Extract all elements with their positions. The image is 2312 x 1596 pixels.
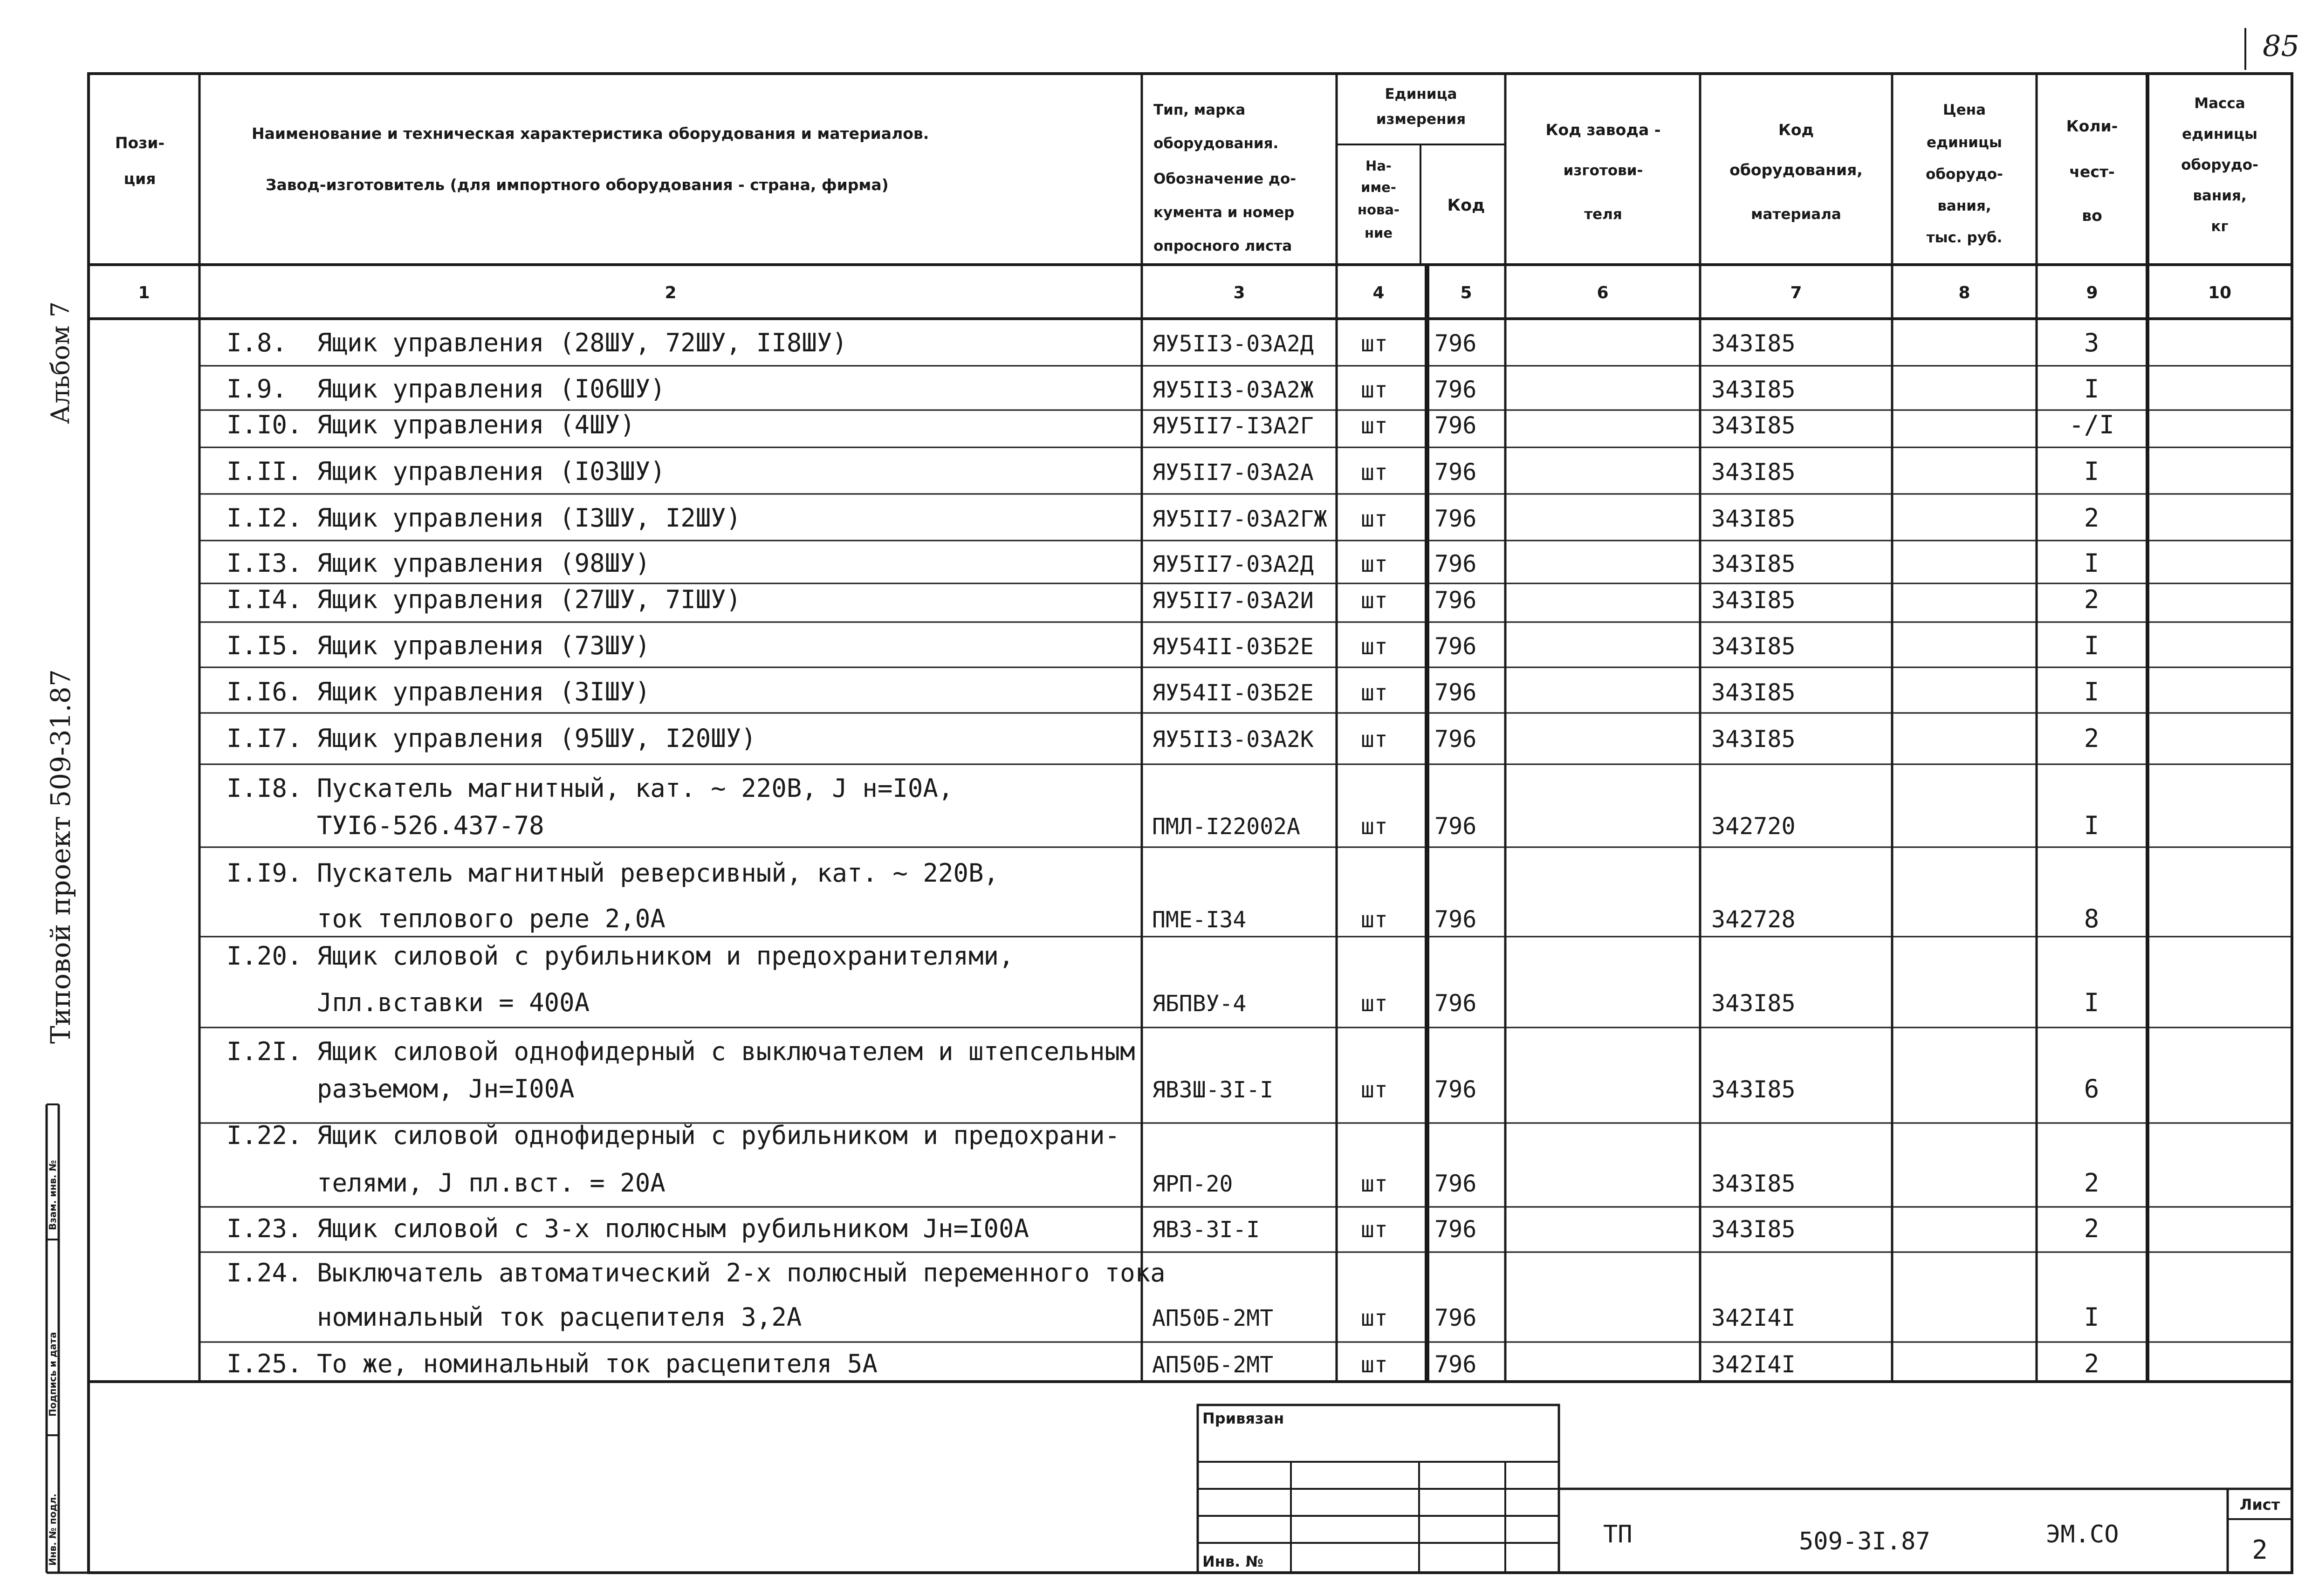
row-unit: шт bbox=[1361, 1217, 1388, 1243]
row-name: Ящик управления (I03ШУ) bbox=[317, 457, 665, 486]
row-material-code: 343I85 bbox=[1711, 505, 1796, 532]
column-number: 2 bbox=[665, 283, 677, 302]
table-body bbox=[226, 328, 2114, 1378]
row-name: Ящик силовой однофидерный с выключателем и штепсельным bbox=[317, 1037, 1135, 1066]
row-position: I.I6. bbox=[226, 677, 302, 706]
strip-label-replace: Взам. инв. № bbox=[47, 1160, 58, 1230]
row-unit: шт bbox=[1361, 1171, 1388, 1197]
row-quantity: I bbox=[2084, 457, 2099, 486]
header-unit-name-1: На- bbox=[1365, 158, 1392, 174]
row-name: телями, Ј пл.вст. = 20А bbox=[317, 1168, 665, 1198]
table-row bbox=[226, 585, 2099, 614]
row-unit: шт bbox=[1361, 551, 1388, 577]
header-mass-1: Масса bbox=[2194, 95, 2245, 112]
row-unit-code: 796 bbox=[1434, 633, 1477, 660]
row-name: номинальный ток расцепителя 3,2А bbox=[317, 1302, 802, 1332]
header-material-code-2: оборудования, bbox=[1729, 161, 1863, 179]
row-quantity: I bbox=[2084, 811, 2099, 840]
column-number: 1 bbox=[138, 283, 150, 302]
column-number: 9 bbox=[2086, 283, 2098, 302]
table-row bbox=[226, 1037, 1135, 1066]
column-number: 3 bbox=[1233, 283, 1245, 302]
row-type: ЯУ5II7-03А2Д bbox=[1152, 551, 1314, 577]
table-row bbox=[226, 1349, 2099, 1378]
table-header bbox=[115, 86, 2258, 302]
row-name: То же, номинальный ток расцепителя 5А bbox=[317, 1349, 878, 1378]
row-material-code: 342720 bbox=[1711, 813, 1796, 840]
row-unit-code: 796 bbox=[1434, 330, 1477, 357]
column-number: 8 bbox=[1958, 283, 1970, 302]
header-material-code-3: материала bbox=[1751, 206, 1841, 223]
stamp-mark: ЭМ.СО bbox=[2046, 1521, 2119, 1548]
row-position: I.I3. bbox=[226, 548, 302, 578]
header-mass-2: единицы bbox=[2182, 126, 2257, 143]
table-row bbox=[226, 774, 953, 803]
row-material-code: 343I85 bbox=[1711, 633, 1796, 660]
row-position: I.24. bbox=[226, 1258, 302, 1288]
stamp-sheet-label: Лист bbox=[2239, 1496, 2280, 1514]
row-material-code: 343I85 bbox=[1711, 726, 1796, 753]
row-material-code: 343I85 bbox=[1711, 550, 1796, 577]
row-unit: шт bbox=[1361, 726, 1388, 753]
row-unit: шт bbox=[1361, 991, 1388, 1017]
row-position: I.I9. bbox=[226, 858, 302, 888]
row-position: I.23. bbox=[226, 1214, 302, 1243]
row-quantity: 2 bbox=[2084, 585, 2099, 614]
table-row bbox=[226, 941, 1014, 971]
row-unit: шт bbox=[1361, 459, 1388, 486]
row-position: I.I4. bbox=[226, 585, 302, 614]
row-position: I.20. bbox=[226, 941, 302, 971]
header-qty-2: чест- bbox=[2069, 163, 2115, 181]
row-type: АП50Б-2МТ bbox=[1152, 1352, 1274, 1378]
table-row bbox=[317, 811, 2099, 840]
row-type: ЯРП-20 bbox=[1152, 1171, 1233, 1197]
row-unit-code: 796 bbox=[1434, 505, 1477, 532]
row-quantity: -/I bbox=[2069, 410, 2114, 439]
table-row bbox=[226, 1121, 1120, 1150]
row-quantity: I bbox=[2084, 988, 2099, 1017]
header-unit-name-4: ние bbox=[1364, 225, 1393, 241]
header-position-2: ция bbox=[123, 170, 156, 188]
row-type: ЯВЗ-3I-I bbox=[1152, 1217, 1260, 1243]
row-position: I.25. bbox=[226, 1349, 302, 1378]
table-row bbox=[226, 1258, 1166, 1288]
row-unit: шт bbox=[1361, 413, 1388, 439]
row-name: Пускатель магнитный, кат. ~ 220В, Ј н=I0А, bbox=[317, 774, 954, 803]
strip-label-signature: Подпись и дата bbox=[47, 1332, 58, 1417]
row-type: АП50Б-2МТ bbox=[1152, 1305, 1274, 1331]
row-position: I.I2. bbox=[226, 503, 302, 533]
column-number: 4 bbox=[1372, 283, 1385, 302]
row-quantity: I bbox=[2084, 1302, 2099, 1332]
row-quantity: 2 bbox=[2084, 503, 2099, 533]
row-material-code: 343I85 bbox=[1711, 459, 1796, 486]
table-row bbox=[226, 631, 2099, 660]
stamp-sheet-number: 2 bbox=[2252, 1535, 2268, 1565]
row-name: Пускатель магнитный реверсивный, кат. ~ 220В, bbox=[317, 858, 999, 888]
header-price-5: тыс. руб. bbox=[1926, 229, 2003, 246]
row-material-code: 343I85 bbox=[1711, 1170, 1796, 1197]
header-type-5: опросного листа bbox=[1153, 238, 1292, 254]
row-unit: шт bbox=[1361, 1305, 1388, 1331]
header-maker-code-3: теля bbox=[1584, 206, 1622, 223]
table-row bbox=[317, 904, 2099, 933]
header-mass-3: оборудо- bbox=[2181, 157, 2258, 173]
header-type-4: кумента и номер bbox=[1153, 204, 1295, 221]
row-position: I.9. bbox=[226, 374, 288, 404]
header-mass-5: кг bbox=[2211, 218, 2229, 235]
project-label: Типовой проект 509-31.87 bbox=[45, 669, 76, 1044]
row-quantity: 6 bbox=[2084, 1074, 2099, 1103]
row-name: Јпл.вставки = 400А bbox=[317, 988, 590, 1017]
table-row bbox=[226, 548, 2099, 578]
row-name: Ящик управления (95ШУ, I20ШУ) bbox=[317, 724, 756, 753]
row-name: Ящик силовой однофидерный с рубильником и предохрани- bbox=[317, 1121, 1120, 1150]
row-unit: шт bbox=[1361, 1077, 1388, 1103]
row-unit: шт bbox=[1361, 634, 1388, 660]
row-name: ТУI6-526.437-78 bbox=[317, 811, 544, 840]
page-number: 85 bbox=[2263, 29, 2299, 63]
header-unit-name-2: име- bbox=[1361, 179, 1396, 195]
column-number: 6 bbox=[1597, 283, 1609, 302]
row-unit-code: 796 bbox=[1434, 1304, 1477, 1331]
row-name: Ящик управления (4ШУ) bbox=[317, 410, 635, 439]
table-row bbox=[226, 374, 2099, 404]
row-name: ток теплового реле 2,0А bbox=[317, 904, 665, 933]
row-quantity: 3 bbox=[2084, 328, 2099, 357]
header-price-3: оборудо- bbox=[1926, 166, 2003, 183]
row-name: Выключатель автоматический 2-х полюсный переменного тока bbox=[317, 1258, 1166, 1288]
table-row bbox=[317, 1168, 2099, 1198]
table-row bbox=[226, 503, 2099, 533]
row-quantity: 2 bbox=[2084, 1214, 2099, 1243]
row-material-code: 343I85 bbox=[1711, 376, 1796, 403]
row-quantity: 8 bbox=[2084, 904, 2099, 933]
row-name: Ящик управления (28ШУ, 72ШУ, II8ШУ) bbox=[317, 328, 847, 357]
row-unit: шт bbox=[1361, 331, 1388, 357]
stamp-inventory-label: Инв. № bbox=[1202, 1553, 1263, 1570]
row-type: ЯУ5II7-03А2И bbox=[1152, 588, 1314, 614]
row-unit-code: 796 bbox=[1434, 412, 1477, 439]
row-quantity: 2 bbox=[2084, 724, 2099, 753]
stamp-tp: ТП bbox=[1603, 1521, 1633, 1548]
row-quantity: I bbox=[2084, 548, 2099, 578]
row-type: ПМЛ-I22002А bbox=[1152, 814, 1300, 840]
row-unit: шт bbox=[1361, 588, 1388, 614]
column-number: 10 bbox=[2208, 283, 2232, 302]
row-type: ПМЕ-I34 bbox=[1152, 907, 1247, 933]
header-qty-3: во bbox=[2082, 206, 2102, 225]
row-unit-code: 796 bbox=[1434, 376, 1477, 403]
row-unit: шт bbox=[1361, 377, 1388, 403]
row-material-code: 343I85 bbox=[1711, 330, 1796, 357]
row-name: Ящик силовой с 3-х полюсным рубильником Јн=I00А bbox=[317, 1214, 1029, 1243]
row-material-code: 342I4I bbox=[1711, 1351, 1796, 1378]
header-unit-group-1: Единица bbox=[1385, 86, 1457, 103]
row-unit-code: 796 bbox=[1434, 1170, 1477, 1197]
table-row bbox=[317, 988, 2099, 1017]
table-row bbox=[226, 328, 2099, 357]
row-position: I.I8. bbox=[226, 774, 302, 803]
header-maker-code-1: Код завода - bbox=[1545, 121, 1661, 139]
binding-strip bbox=[47, 1104, 89, 1573]
row-quantity: I bbox=[2084, 374, 2099, 404]
row-quantity: 2 bbox=[2084, 1168, 2099, 1198]
row-name: Ящик управления (I3ШУ, I2ШУ) bbox=[317, 503, 741, 533]
row-unit-code: 796 bbox=[1434, 906, 1477, 933]
row-type: ЯУ5II7-03А2А bbox=[1152, 459, 1314, 486]
header-qty-1: Коли- bbox=[2066, 117, 2118, 135]
stamp-document-code: 509-3I.87 bbox=[1799, 1528, 1930, 1555]
table-row bbox=[226, 1214, 2099, 1243]
table-row bbox=[226, 858, 999, 888]
row-name: Ящик управления (3IШУ) bbox=[317, 677, 651, 706]
row-unit-code: 796 bbox=[1434, 990, 1477, 1017]
row-material-code: 343I85 bbox=[1711, 1076, 1796, 1103]
header-price-4: вания, bbox=[1937, 198, 1991, 214]
row-type: ЯУ5II7-I3А2Г bbox=[1152, 413, 1314, 439]
row-unit-code: 796 bbox=[1434, 1216, 1477, 1243]
row-material-code: 342I4I bbox=[1711, 1304, 1796, 1331]
row-position: I.22. bbox=[226, 1121, 302, 1150]
stamp-attached-label: Привязан bbox=[1202, 1410, 1284, 1427]
title-block bbox=[1198, 1405, 2292, 1573]
row-name: разъемом, Јн=I00А bbox=[317, 1074, 575, 1103]
header-price-1: Цена bbox=[1942, 102, 1986, 118]
row-material-code: 343I85 bbox=[1711, 1216, 1796, 1243]
row-position: I.I7. bbox=[226, 724, 302, 753]
row-name: Ящик управления (73ШУ) bbox=[317, 631, 651, 660]
strip-label-inventory: Инв. № подл. bbox=[47, 1493, 58, 1566]
row-type: ЯБПВУ-4 bbox=[1152, 991, 1247, 1017]
header-unit-code: Код bbox=[1447, 196, 1485, 215]
row-material-code: 343I85 bbox=[1711, 587, 1796, 614]
header-price-2: единицы bbox=[1927, 134, 2002, 151]
row-material-code: 342728 bbox=[1711, 906, 1796, 933]
header-material-code-1: Код bbox=[1778, 121, 1814, 139]
row-material-code: 343I85 bbox=[1711, 412, 1796, 439]
row-unit-code: 796 bbox=[1434, 813, 1477, 840]
header-unit-name-3: нова- bbox=[1358, 202, 1400, 218]
header-mass-4: вания, bbox=[2193, 187, 2247, 204]
row-position: I.I0. bbox=[226, 410, 302, 439]
table-row bbox=[226, 677, 2099, 706]
row-unit-code: 796 bbox=[1434, 587, 1477, 614]
header-type-2: оборудования. bbox=[1153, 135, 1279, 152]
row-unit: шт bbox=[1361, 506, 1388, 532]
row-quantity: I bbox=[2084, 631, 2099, 660]
row-material-code: 343I85 bbox=[1711, 990, 1796, 1017]
table-row bbox=[226, 457, 2099, 486]
header-name-2: Завод-изготовитель (для импортного оборудования - страна, фирма) bbox=[266, 176, 889, 194]
row-unit-code: 796 bbox=[1434, 550, 1477, 577]
row-unit: шт bbox=[1361, 1352, 1388, 1378]
row-name: Ящик управления (I06ШУ) bbox=[317, 374, 665, 404]
row-position: I.I5. bbox=[226, 631, 302, 660]
header-type-3: Обозначение до- bbox=[1153, 171, 1297, 187]
row-unit: шт bbox=[1361, 814, 1388, 840]
row-type: ЯУ5II3-03А2Д bbox=[1152, 331, 1314, 357]
row-material-code: 343I85 bbox=[1711, 679, 1796, 706]
header-type-1: Тип, марка bbox=[1153, 102, 1246, 118]
table-row bbox=[317, 1302, 2099, 1332]
header-unit-group-2: измерения bbox=[1376, 111, 1466, 128]
header-name-1: Наименование и техническая характеристика оборудования и материалов. bbox=[252, 124, 929, 143]
row-name: Ящик управления (27ШУ, 7IШУ) bbox=[317, 585, 741, 614]
row-quantity: I bbox=[2084, 677, 2099, 706]
row-type: ЯУ5II3-03А2Ж bbox=[1152, 377, 1314, 403]
header-maker-code-2: изготови- bbox=[1563, 162, 1643, 179]
row-type: ЯУ5II7-03А2ГЖ bbox=[1152, 506, 1327, 532]
row-unit-code: 796 bbox=[1434, 459, 1477, 486]
table-row bbox=[226, 410, 2114, 439]
row-unit-code: 796 bbox=[1434, 1351, 1477, 1378]
row-position: I.8. bbox=[226, 328, 288, 357]
column-number: 7 bbox=[1790, 283, 1802, 302]
row-unit-code: 796 bbox=[1434, 679, 1477, 706]
header-position-1: Пози- bbox=[115, 134, 165, 152]
table-row bbox=[317, 1074, 2099, 1103]
row-type: ЯУ54II-03Б2Е bbox=[1152, 680, 1314, 706]
row-unit: шт bbox=[1361, 907, 1388, 933]
row-type: ЯВЗШ-3I-I bbox=[1152, 1077, 1274, 1103]
row-position: I.II. bbox=[226, 457, 302, 486]
row-position: I.2I. bbox=[226, 1037, 302, 1066]
row-quantity: 2 bbox=[2084, 1349, 2099, 1378]
row-unit: шт bbox=[1361, 680, 1388, 706]
column-number: 5 bbox=[1460, 283, 1472, 302]
row-name: Ящик силовой с рубильником и предохранителями, bbox=[317, 941, 1014, 971]
row-name: Ящик управления (98ШУ) bbox=[317, 548, 651, 578]
row-unit-code: 796 bbox=[1434, 1076, 1477, 1103]
row-type: ЯУ5II3-03А2К bbox=[1152, 726, 1314, 753]
album-label: Альбом 7 bbox=[46, 301, 75, 424]
row-unit-code: 796 bbox=[1434, 726, 1477, 753]
table-row bbox=[226, 724, 2099, 753]
row-type: ЯУ54II-03Б2Е bbox=[1152, 634, 1314, 660]
